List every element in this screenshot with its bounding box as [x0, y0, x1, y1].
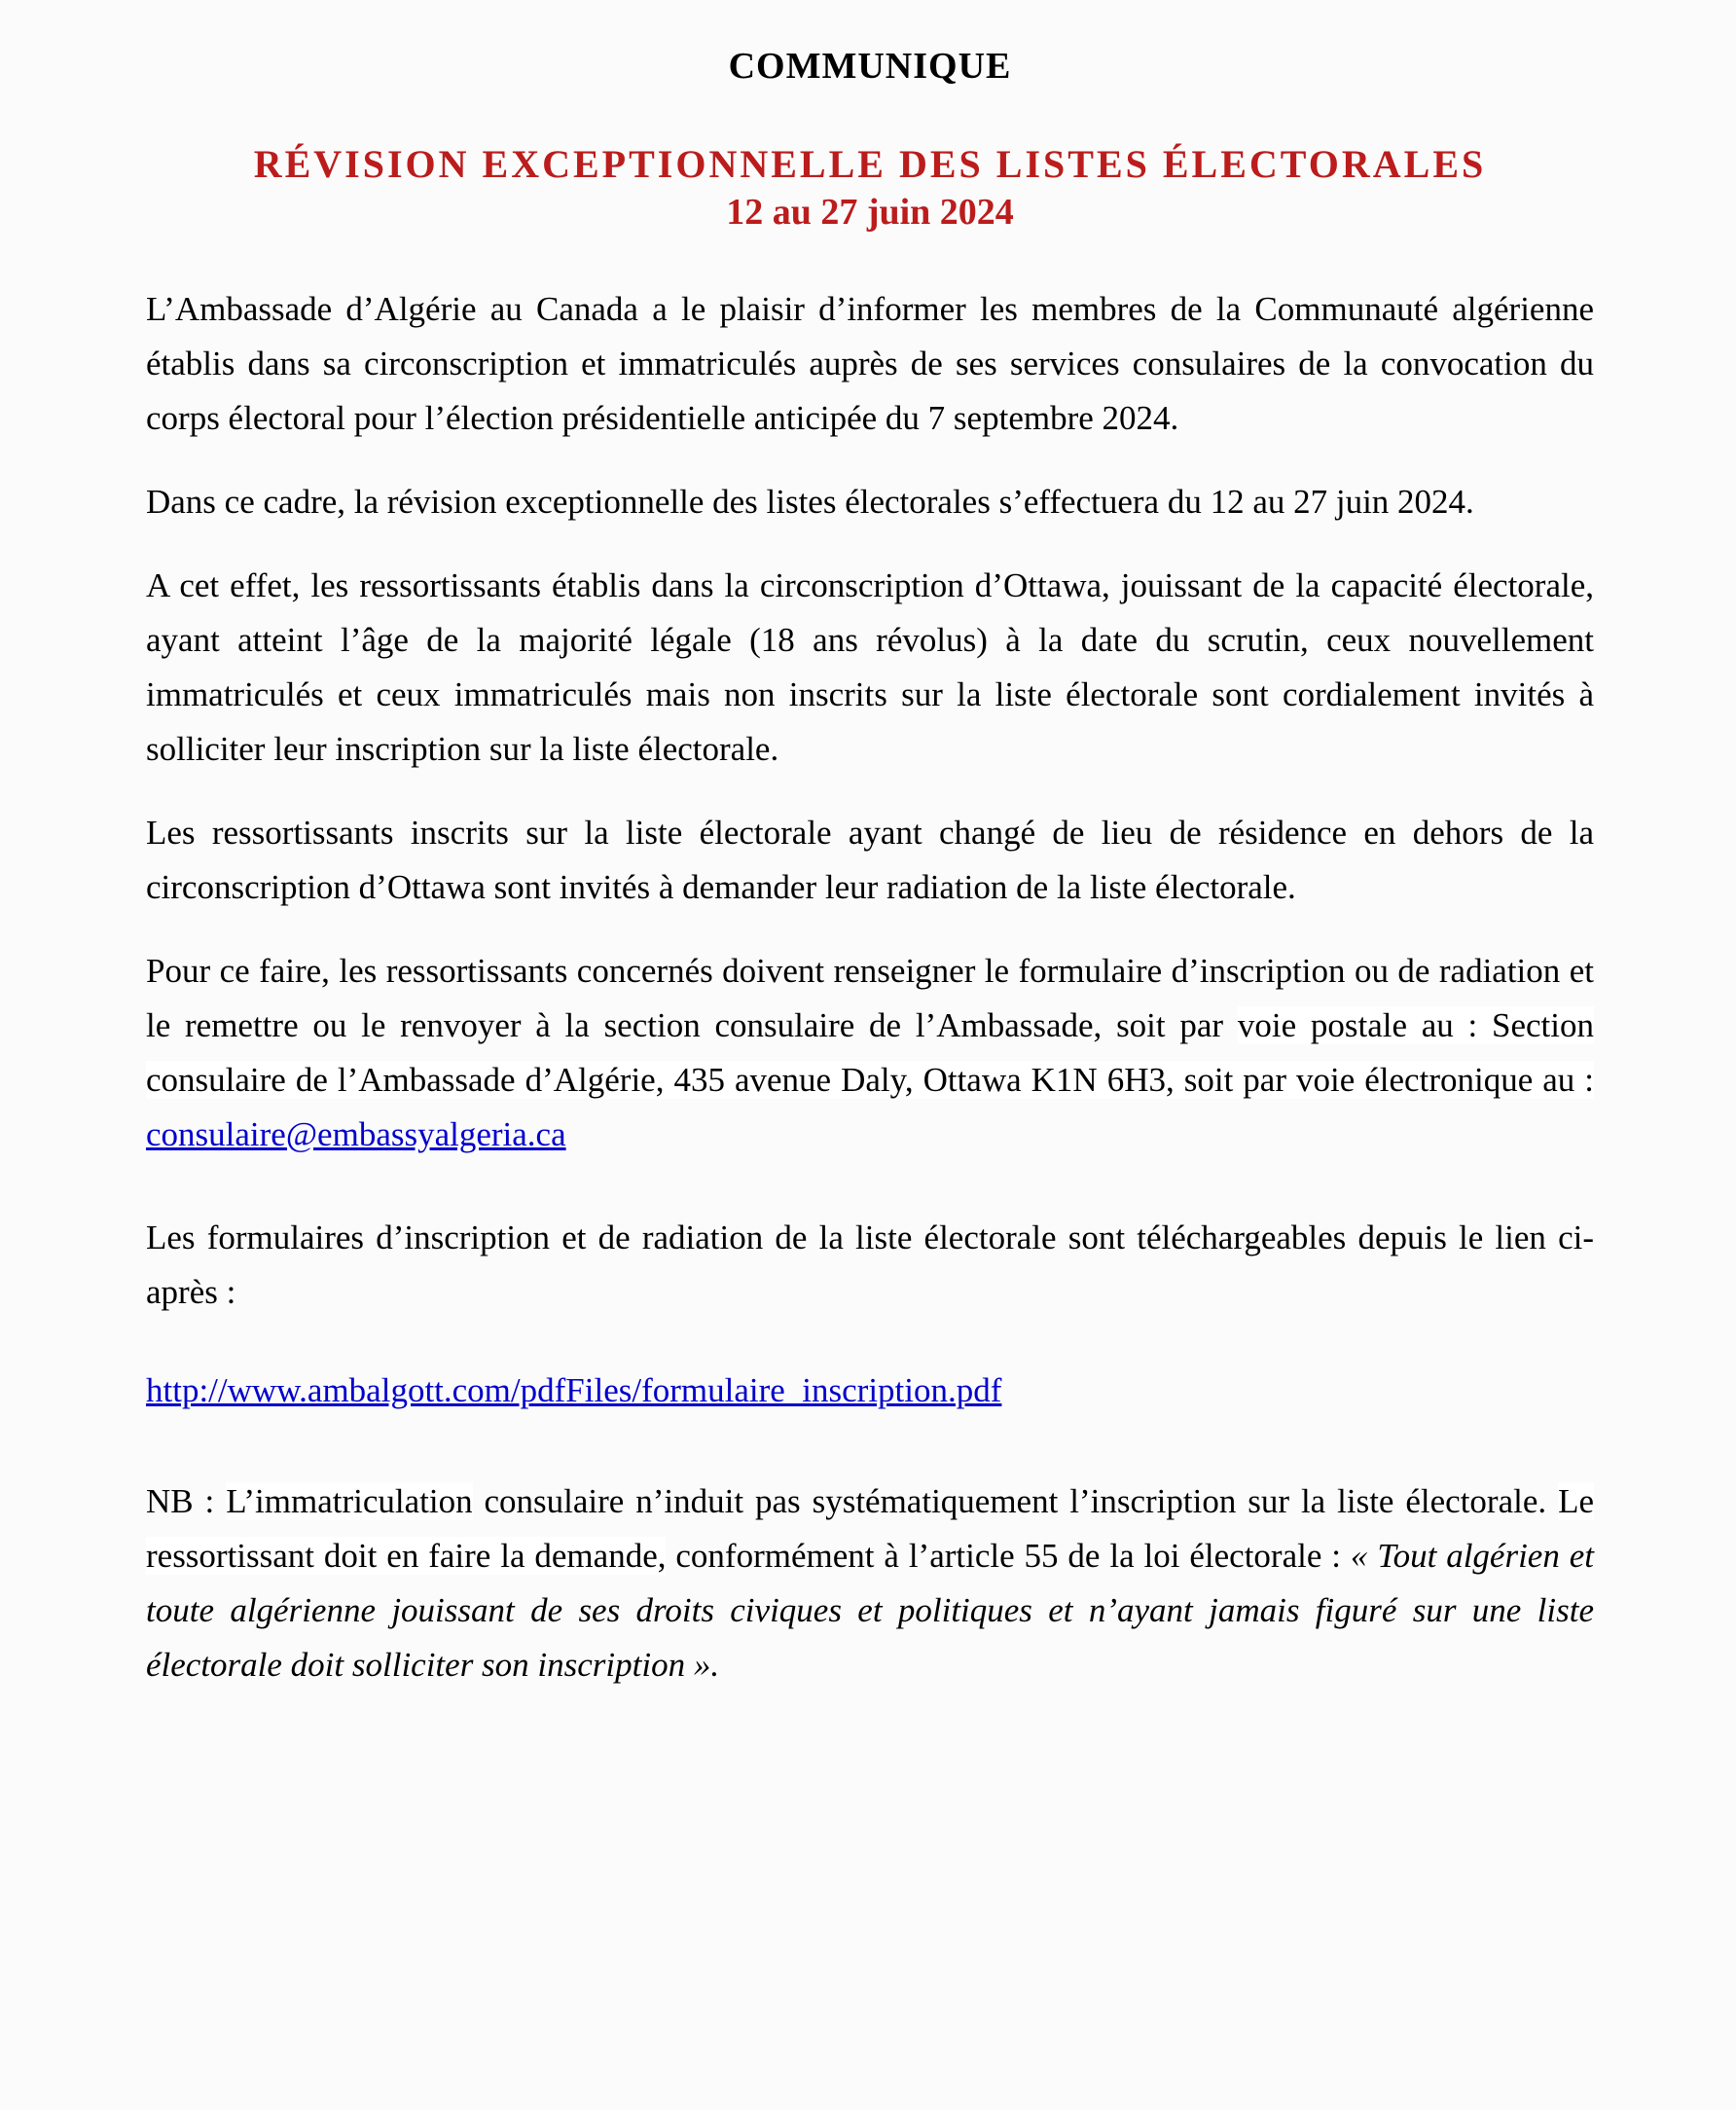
paragraph-nb: [146, 1474, 1594, 1692]
notice-heading: [146, 140, 1594, 236]
paragraph-forms: Les formulaires d’inscription et de radiation de la liste électorale sont téléchargeables depuis le lien ci-après :: [146, 1219, 1594, 1311]
paragraph-revision-period: Dans ce cadre, la révision exceptionnelle des listes électorales s’effectuera du 12 au 27 juin 2024.: [146, 483, 1474, 521]
notice-heading-dates: 12 au 27 juin 2024: [726, 192, 1014, 233]
nb-text-2: conformément à l’article 55 de la loi électorale :: [666, 1537, 1351, 1575]
paragraph-radiation: Les ressortissants inscrits sur la liste électorale ayant changé de lieu de résidence en dehors de la circonscription d’Ottawa sont invités à demander leur radiation de la liste électorale.: [146, 814, 1594, 906]
email-link[interactable]: consulaire@embassyalgeria.ca: [146, 1115, 566, 1153]
paragraph-eligibility: A cet effet, les ressortissants établis dans la circonscription d’Ottawa, jouissant de la capacité électorale, ayant atteint l’âge de la majorité légale (18 ans révolus) à la date du scrutin, ceux nouvellement immatriculés et ceux immatriculés mais non inscrits sur la liste électorale sont cordialement invités à solliciter leur inscription sur la liste électorale.: [146, 566, 1594, 768]
download-link-row: [146, 1364, 1594, 1418]
paragraph-procedure: [146, 944, 1594, 1162]
procedure-text: Pour ce faire, les ressortissants concernés doivent renseigner le formulaire d’inscription ou de radiation et le remettre ou le renvoyer à la section consulaire de l’Ambassade, soit par: [146, 952, 1594, 1044]
document-title: COMMUNIQUE: [728, 46, 1012, 87]
law-article-quote: « Tout algérien et toute algérienne jouissant de ses droits civiques et politiques et n’ayant jamais figuré sur une liste électorale doit solliciter son inscription ».: [146, 1537, 1595, 1684]
nb-text-1: consulaire n’induit pas systématiquement l’inscription sur la liste électorale.: [472, 1482, 1559, 1520]
nb-immatriculation-text: L’immatriculation: [226, 1482, 473, 1520]
procedure-address-text: voie postale au : Section consulaire de l’Ambassade d’Algérie, 435 avenue Daly, Ottawa K1N 6H3, soit par voie électronique au :: [146, 1006, 1595, 1099]
paragraph-intro: L’Ambassade d’Algérie au Canada a le plaisir d’informer les membres de la Communauté algérienne établis dans sa circonscription et immatriculés auprès de ses services consulaires de la convocation du corps électoral pour l’élection présidentielle anticipée du 7 septembre 2024.: [146, 290, 1594, 437]
form-download-link[interactable]: http://www.ambalgott.com/pdfFiles/formulaire_inscription.pdf: [146, 1371, 1002, 1409]
notice-heading-main: RÉVISION EXCEPTIONNELLE DES LISTES ÉLECTORALES: [253, 142, 1487, 186]
nb-prefix: NB :: [146, 1482, 227, 1520]
nb-demande-text: Le ressortissant doit en faire la demande,: [146, 1482, 1594, 1575]
